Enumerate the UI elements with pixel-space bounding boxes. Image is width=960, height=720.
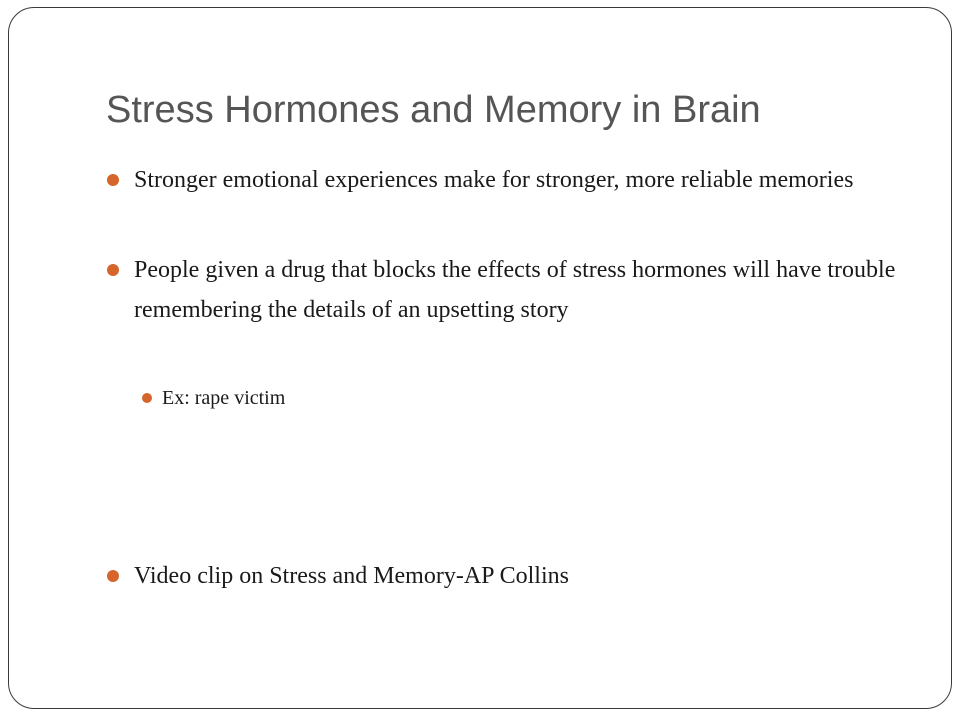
bullet-item-video-clip bbox=[134, 556, 914, 596]
bullet-text: Video clip on Stress and Memory-AP Collins bbox=[134, 563, 569, 589]
sub-bullet-text: Ex: rape victim bbox=[162, 387, 286, 409]
bullet-dot-icon bbox=[107, 570, 119, 582]
bullet-text: Stronger emotional experiences make for stronger, more reliable memories bbox=[134, 167, 854, 193]
bullet-item-stress-hormone-drug bbox=[134, 250, 914, 330]
bullet-dot-icon bbox=[107, 174, 119, 186]
sub-bullet-dot-icon bbox=[142, 393, 152, 403]
bullet-dot-icon bbox=[107, 264, 119, 276]
slide-title: Stress Hormones and Memory in Brain bbox=[106, 89, 761, 131]
sub-bullet-item-example bbox=[162, 384, 902, 412]
bullet-text: People given a drug that blocks the effects of stress hormones will have trouble remembering the details of an upsetting story bbox=[134, 257, 896, 323]
bullet-item-emotional-experiences bbox=[134, 160, 914, 200]
